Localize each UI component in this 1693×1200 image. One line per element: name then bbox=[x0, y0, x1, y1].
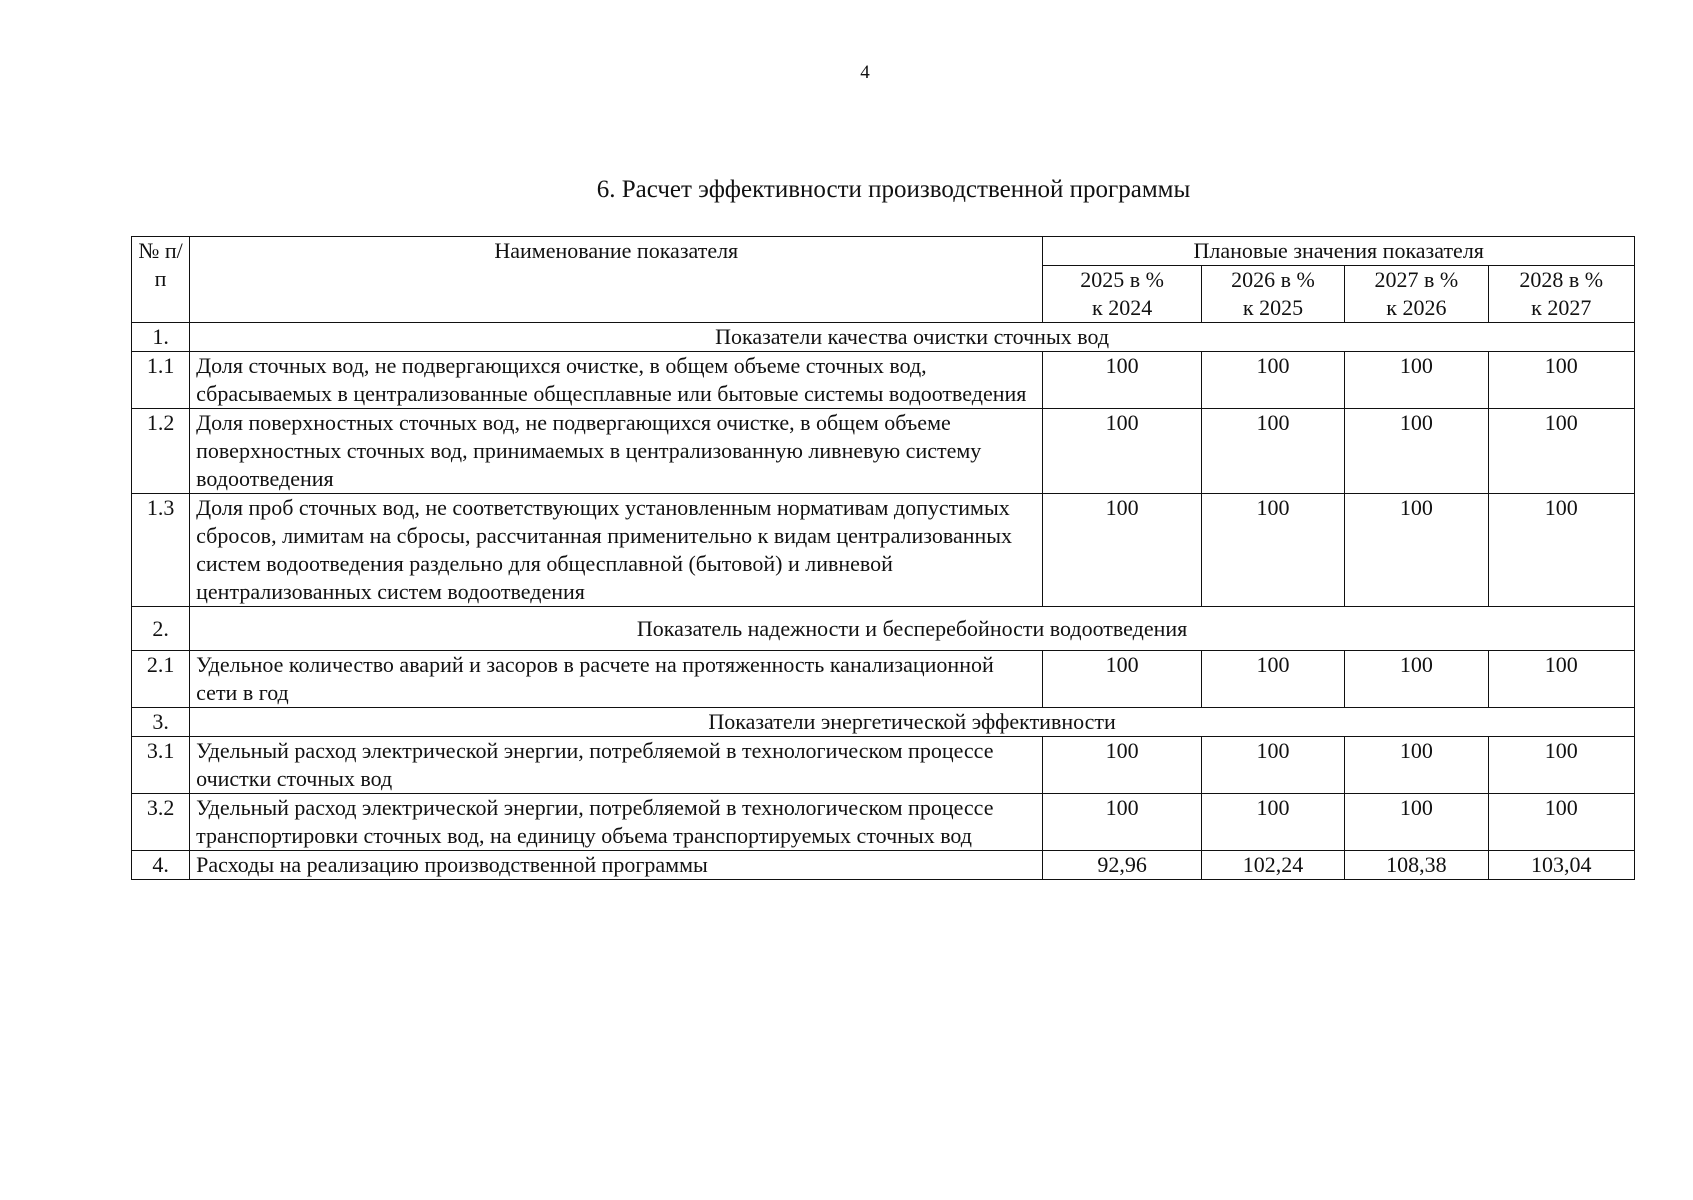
section-row bbox=[132, 607, 1635, 651]
row-value: 100 bbox=[1488, 794, 1634, 851]
row-value: 100 bbox=[1345, 352, 1488, 409]
row-num: 1.3 bbox=[132, 494, 190, 607]
header-plan-group: Плановые значения показателя bbox=[1043, 237, 1635, 266]
row-value: 100 bbox=[1488, 737, 1634, 794]
row-value: 100 bbox=[1201, 409, 1344, 494]
row-value: 100 bbox=[1345, 651, 1488, 708]
row-value: 100 bbox=[1043, 494, 1201, 607]
header-year-2025: 2025 в % к 2024 bbox=[1043, 266, 1201, 323]
row-value: 103,04 bbox=[1488, 851, 1634, 880]
row-value: 100 bbox=[1043, 794, 1201, 851]
header-year-2027: 2027 в % к 2026 bbox=[1345, 266, 1488, 323]
table-row bbox=[132, 352, 1635, 409]
header-year-2028: 2028 в % к 2027 bbox=[1488, 266, 1634, 323]
header-name: Наименование показателя bbox=[190, 237, 1043, 323]
row-num: 1.2 bbox=[132, 409, 190, 494]
row-name: Доля сточных вод, не подвергающихся очистке, в общем объеме сточных вод, сбрасываемых в централизованные общесплавные или бытовые системы водоотведения bbox=[190, 352, 1043, 409]
section-title: Показатели энергетической эффективности bbox=[190, 708, 1635, 737]
row-num: 2.1 bbox=[132, 651, 190, 708]
table-row bbox=[132, 651, 1635, 708]
row-value: 100 bbox=[1488, 409, 1634, 494]
header-num: № п/п bbox=[132, 237, 190, 323]
section-num: 3. bbox=[132, 708, 190, 737]
header-year-2026: 2026 в % к 2025 bbox=[1201, 266, 1344, 323]
document-title: 6. Расчет эффективности производственной программы bbox=[596, 176, 1191, 203]
row-num: 1.1 bbox=[132, 352, 190, 409]
row-name: Удельный расход электрической энергии, потребляемой в технологическом процессе очистки сточных вод bbox=[190, 737, 1043, 794]
table-row bbox=[132, 409, 1635, 494]
row-value: 100 bbox=[1201, 494, 1344, 607]
row-value: 100 bbox=[1488, 352, 1634, 409]
row-num: 3.2 bbox=[132, 794, 190, 851]
row-value: 100 bbox=[1201, 794, 1344, 851]
table-row bbox=[132, 794, 1635, 851]
page-number: 4 bbox=[860, 62, 870, 83]
table-row bbox=[132, 737, 1635, 794]
row-value: 92,96 bbox=[1043, 851, 1201, 880]
row-name: Доля проб сточных вод, не соответствующих установленным нормативам допустимых сбросов, лимитам на сбросы, рассчитанная применительно к видам централизованных систем водоотведения раздельно для общесплавной (бытовой) и ливневой централизованных систем водоотведения bbox=[190, 494, 1043, 607]
section-num: 2. bbox=[132, 607, 190, 651]
section-title: Показатель надежности и бесперебойности водоотведения bbox=[190, 607, 1635, 651]
row-value: 100 bbox=[1488, 494, 1634, 607]
row-name: Удельное количество аварий и засоров в расчете на протяженность канализационной сети в год bbox=[190, 651, 1043, 708]
row-value: 108,38 bbox=[1345, 851, 1488, 880]
row-value: 100 bbox=[1043, 409, 1201, 494]
row-value: 100 bbox=[1488, 651, 1634, 708]
total-row bbox=[132, 851, 1635, 880]
row-value: 100 bbox=[1043, 352, 1201, 409]
row-value: 102,24 bbox=[1201, 851, 1344, 880]
section-num: 1. bbox=[132, 323, 190, 352]
row-value: 100 bbox=[1201, 352, 1344, 409]
indicators-table bbox=[131, 236, 1635, 880]
row-name: Доля поверхностных сточных вод, не подвергающихся очистке, в общем объеме поверхностных сточных вод, принимаемых в централизованную ливневую систему водоотведения bbox=[190, 409, 1043, 494]
section-row bbox=[132, 708, 1635, 737]
row-value: 100 bbox=[1345, 794, 1488, 851]
row-value: 100 bbox=[1345, 409, 1488, 494]
row-value: 100 bbox=[1201, 651, 1344, 708]
row-value: 100 bbox=[1345, 494, 1488, 607]
row-name: Удельный расход электрической энергии, потребляемой в технологическом процессе транспортировки сточных вод, на единицу объема транспортируемых сточных вод bbox=[190, 794, 1043, 851]
section-row bbox=[132, 323, 1635, 352]
row-value: 100 bbox=[1345, 737, 1488, 794]
row-value: 100 bbox=[1043, 651, 1201, 708]
table-row bbox=[132, 494, 1635, 607]
section-title: Показатели качества очистки сточных вод bbox=[190, 323, 1635, 352]
row-num: 3.1 bbox=[132, 737, 190, 794]
row-num: 4. bbox=[132, 851, 190, 880]
row-value: 100 bbox=[1201, 737, 1344, 794]
table-header-row bbox=[132, 237, 1635, 266]
row-name: Расходы на реализацию производственной программы bbox=[190, 851, 1043, 880]
row-value: 100 bbox=[1043, 737, 1201, 794]
